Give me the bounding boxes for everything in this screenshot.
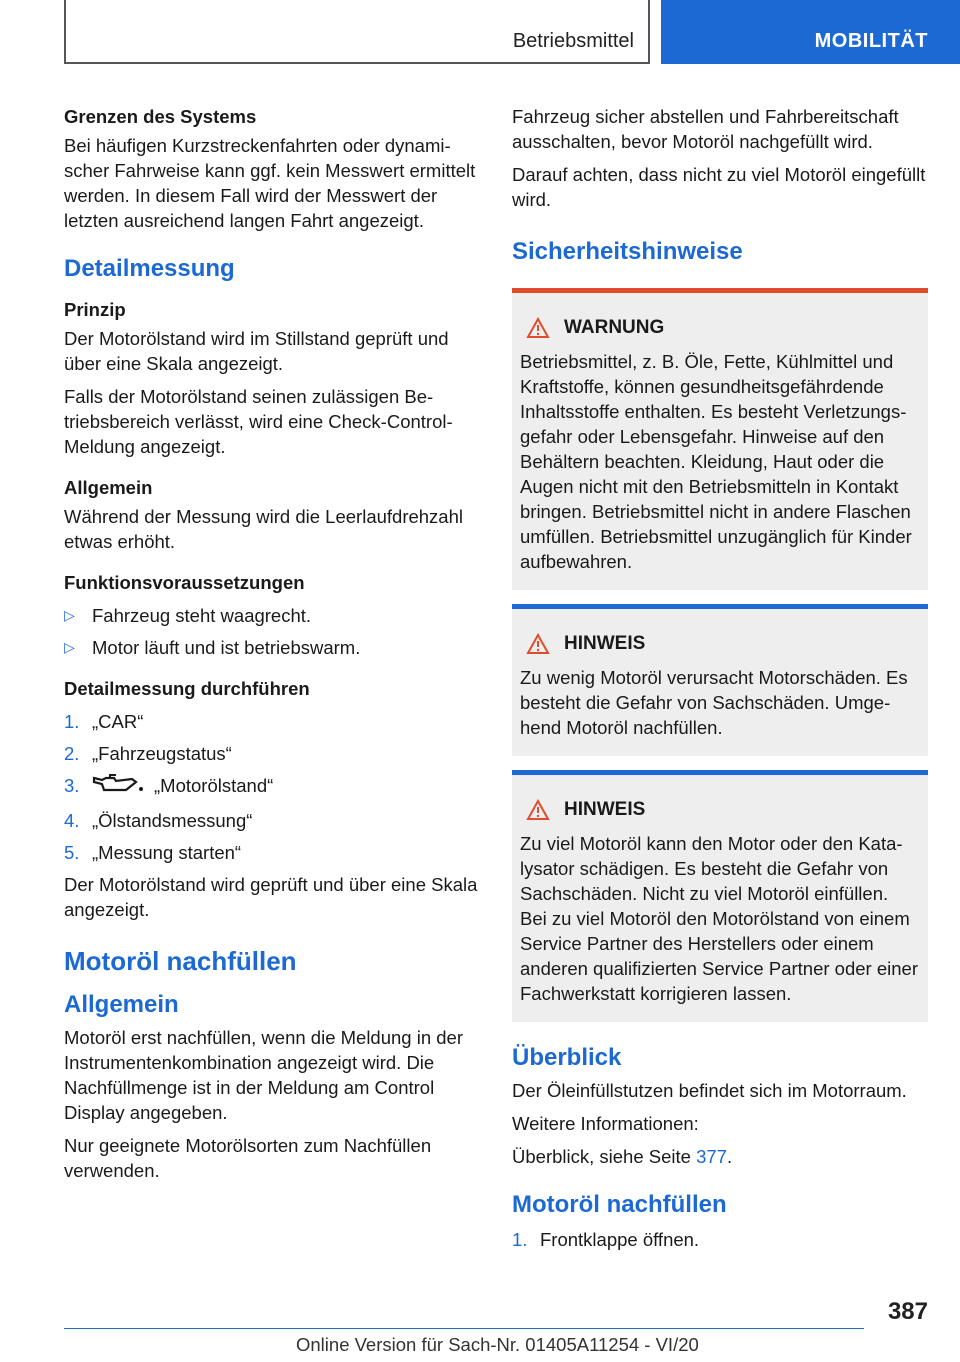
step-text: „Ölstandsmessung“: [92, 810, 253, 831]
hint-box-2: [512, 770, 928, 1022]
prinzip-p1: Der Motorölstand wird im Stillstand geprüft und über eine Skala angezeigt.: [64, 328, 449, 374]
step-number: 1.: [64, 711, 80, 732]
right-p1: Fahrzeug sicher abstellen und Fahrbereitschaft ausschalten, bevor Motoröl nachgefüllt wird.: [512, 106, 899, 152]
warning-triangle-icon: [526, 799, 550, 821]
ueberblick-p3: [512, 1144, 928, 1169]
step-text: „Fahrzeugstatus“: [92, 743, 232, 764]
motoroel-nachfuellen-sub-heading: Motoröl nachfüllen: [512, 1191, 727, 1218]
step-item: [64, 741, 482, 766]
page-number: 387: [887, 1298, 928, 1325]
step-item: [64, 840, 482, 865]
footer-text: Online Version für Sach-Nr. 01405A11254 - VI/20: [296, 1334, 699, 1355]
header-section-box: [64, 0, 650, 64]
step-number: 1.: [512, 1229, 528, 1250]
triangle-bullet-icon: ▷: [64, 607, 75, 623]
page-link[interactable]: 377: [696, 1146, 727, 1167]
hint-title: HINWEIS: [564, 799, 646, 820]
hint-text: Zu wenig Motoröl verursacht Motorschäden. Es besteht die Gefahr von Sachschäden. Umgehend Motoröl nachfüllen.: [520, 667, 908, 738]
step-text: „Messung starten“: [92, 842, 242, 863]
grenzen-text: Bei häufigen Kurzstreckenfahrten oder dynamischer Fahrweise kann ggf. kein Messwert ermittelt werden. In diesem Fall wird der Messwert der letzten ausreichend langen Fahrt angezeigt.: [64, 135, 476, 231]
step-text: „CAR“: [92, 711, 144, 732]
hint-box-1: [512, 604, 928, 756]
prinzip-title: Prinzip: [64, 299, 126, 320]
header-chapter-title: MOBILITÄT: [814, 30, 928, 52]
step-item: [64, 808, 482, 833]
step-text: Frontklappe öffnen.: [540, 1229, 700, 1250]
motoroel-nachfuellen-heading: Motoröl nachfüllen: [64, 946, 297, 976]
grenzen-title: Grenzen des Systems: [64, 106, 257, 127]
right-p2: Darauf achten, dass nicht zu viel Motoröl eingefüllt wird.: [512, 164, 926, 210]
warning-triangle-icon: [526, 317, 550, 339]
step-text: „Motorölstand“: [154, 775, 274, 796]
warning-title: WARNUNG: [564, 317, 665, 338]
sicherheitshinweise-heading: Sicherheitshinweise: [512, 238, 743, 265]
hint-title-row: [520, 633, 920, 655]
detailmessung-heading: Detailmessung: [64, 255, 235, 282]
list-item: [64, 603, 482, 628]
footer-divider: [64, 1328, 864, 1329]
list-item-text: Fahrzeug steht waagrecht.: [92, 605, 312, 626]
ueberblick-p2: Weitere Informationen:: [512, 1113, 699, 1134]
prinzip-p2: Falls der Motorölstand seinen zulässigen Betriebsbereich verlässt, wird eine Check-Control-Meldung angezeigt.: [64, 386, 453, 457]
list-item-text: Motor läuft und ist betriebswarm.: [92, 637, 361, 658]
list-item: [64, 635, 482, 660]
step-number: 4.: [64, 810, 80, 831]
hint-title: HINWEIS: [564, 633, 646, 654]
step-number: 5.: [64, 842, 80, 863]
allgemein2-p2: Nur geeignete Motorölsorten zum Nachfüllen verwenden.: [64, 1135, 432, 1181]
funktion-title: Funktionsvoraussetzungen: [64, 572, 305, 593]
ueberblick-ref-text: Überblick, siehe Seite: [512, 1146, 697, 1167]
ueberblick-ref-end: .: [726, 1146, 733, 1167]
step-item: [64, 773, 482, 801]
left-column: [64, 104, 482, 1191]
allgemein-heading: Allgemein: [64, 991, 179, 1018]
step-item: [64, 709, 482, 734]
hint-text: Zu viel Motoröl kann den Motor oder den Katalysator schädigen. Es besteht die Gefahr von Sachschäden. Nicht zu viel Motoröl einfüllen. Bei zu viel Motoröl den Motorölstand von einem Service Partner des Herstellers oder einem anderen qualifizierten Service Partner oder einer Fachwerkstatt korrigieren lassen.: [520, 833, 918, 1004]
step-item: [512, 1227, 928, 1252]
step-number: 2.: [64, 743, 80, 764]
header-chapter-tab[interactable]: [661, 0, 960, 64]
ueberblick-heading: Überblick: [512, 1044, 622, 1071]
allgemein-text: Während der Messung wird die Leerlaufdrehzahl etwas erhöht.: [64, 506, 463, 552]
header-section-title: Betriebsmittel: [512, 30, 634, 52]
right-column: [512, 104, 928, 1259]
allgemein2-p1: Motoröl erst nachfüllen, wenn die Meldung in der Instrumentenkombination angezeigt wird. Die Nachfüllmenge ist in der Meldung am Control Display angegeben.: [64, 1027, 464, 1123]
warning-title-row: [520, 317, 920, 339]
warning-box: [512, 288, 928, 590]
hint-title-row: [520, 799, 920, 821]
ueberblick-p1: Der Öleinfüllstutzen befindet sich im Motorraum.: [512, 1080, 907, 1101]
step-number: 3.: [64, 775, 80, 796]
durchfuehren-title: Detailmessung durchführen: [64, 678, 310, 699]
oil-can-icon: [92, 773, 144, 801]
allgemein-title: Allgemein: [64, 477, 153, 498]
triangle-bullet-icon: ▷: [64, 639, 75, 655]
warning-triangle-icon: [526, 633, 550, 655]
durchfuehren-result: Der Motorölstand wird geprüft und über eine Skala angezeigt.: [64, 874, 478, 920]
warning-text: Betriebsmittel, z. B. Öle, Fette, Kühlmittel und Kraftstoffe, können gesundheitsgefährdende Inhaltsstoffe enthalten. Es besteht Verletzungsgefahr oder Lebensgefahr. Hinweise auf den Behältern beachten. Kleidung, Haut oder die Augen nicht mit den Betriebsmitteln in Kontakt bringen. Betriebsmittel nicht in andere Flaschen umfüllen. Betriebsmittel unzugänglich für Kinder aufbewahren.: [520, 351, 912, 572]
